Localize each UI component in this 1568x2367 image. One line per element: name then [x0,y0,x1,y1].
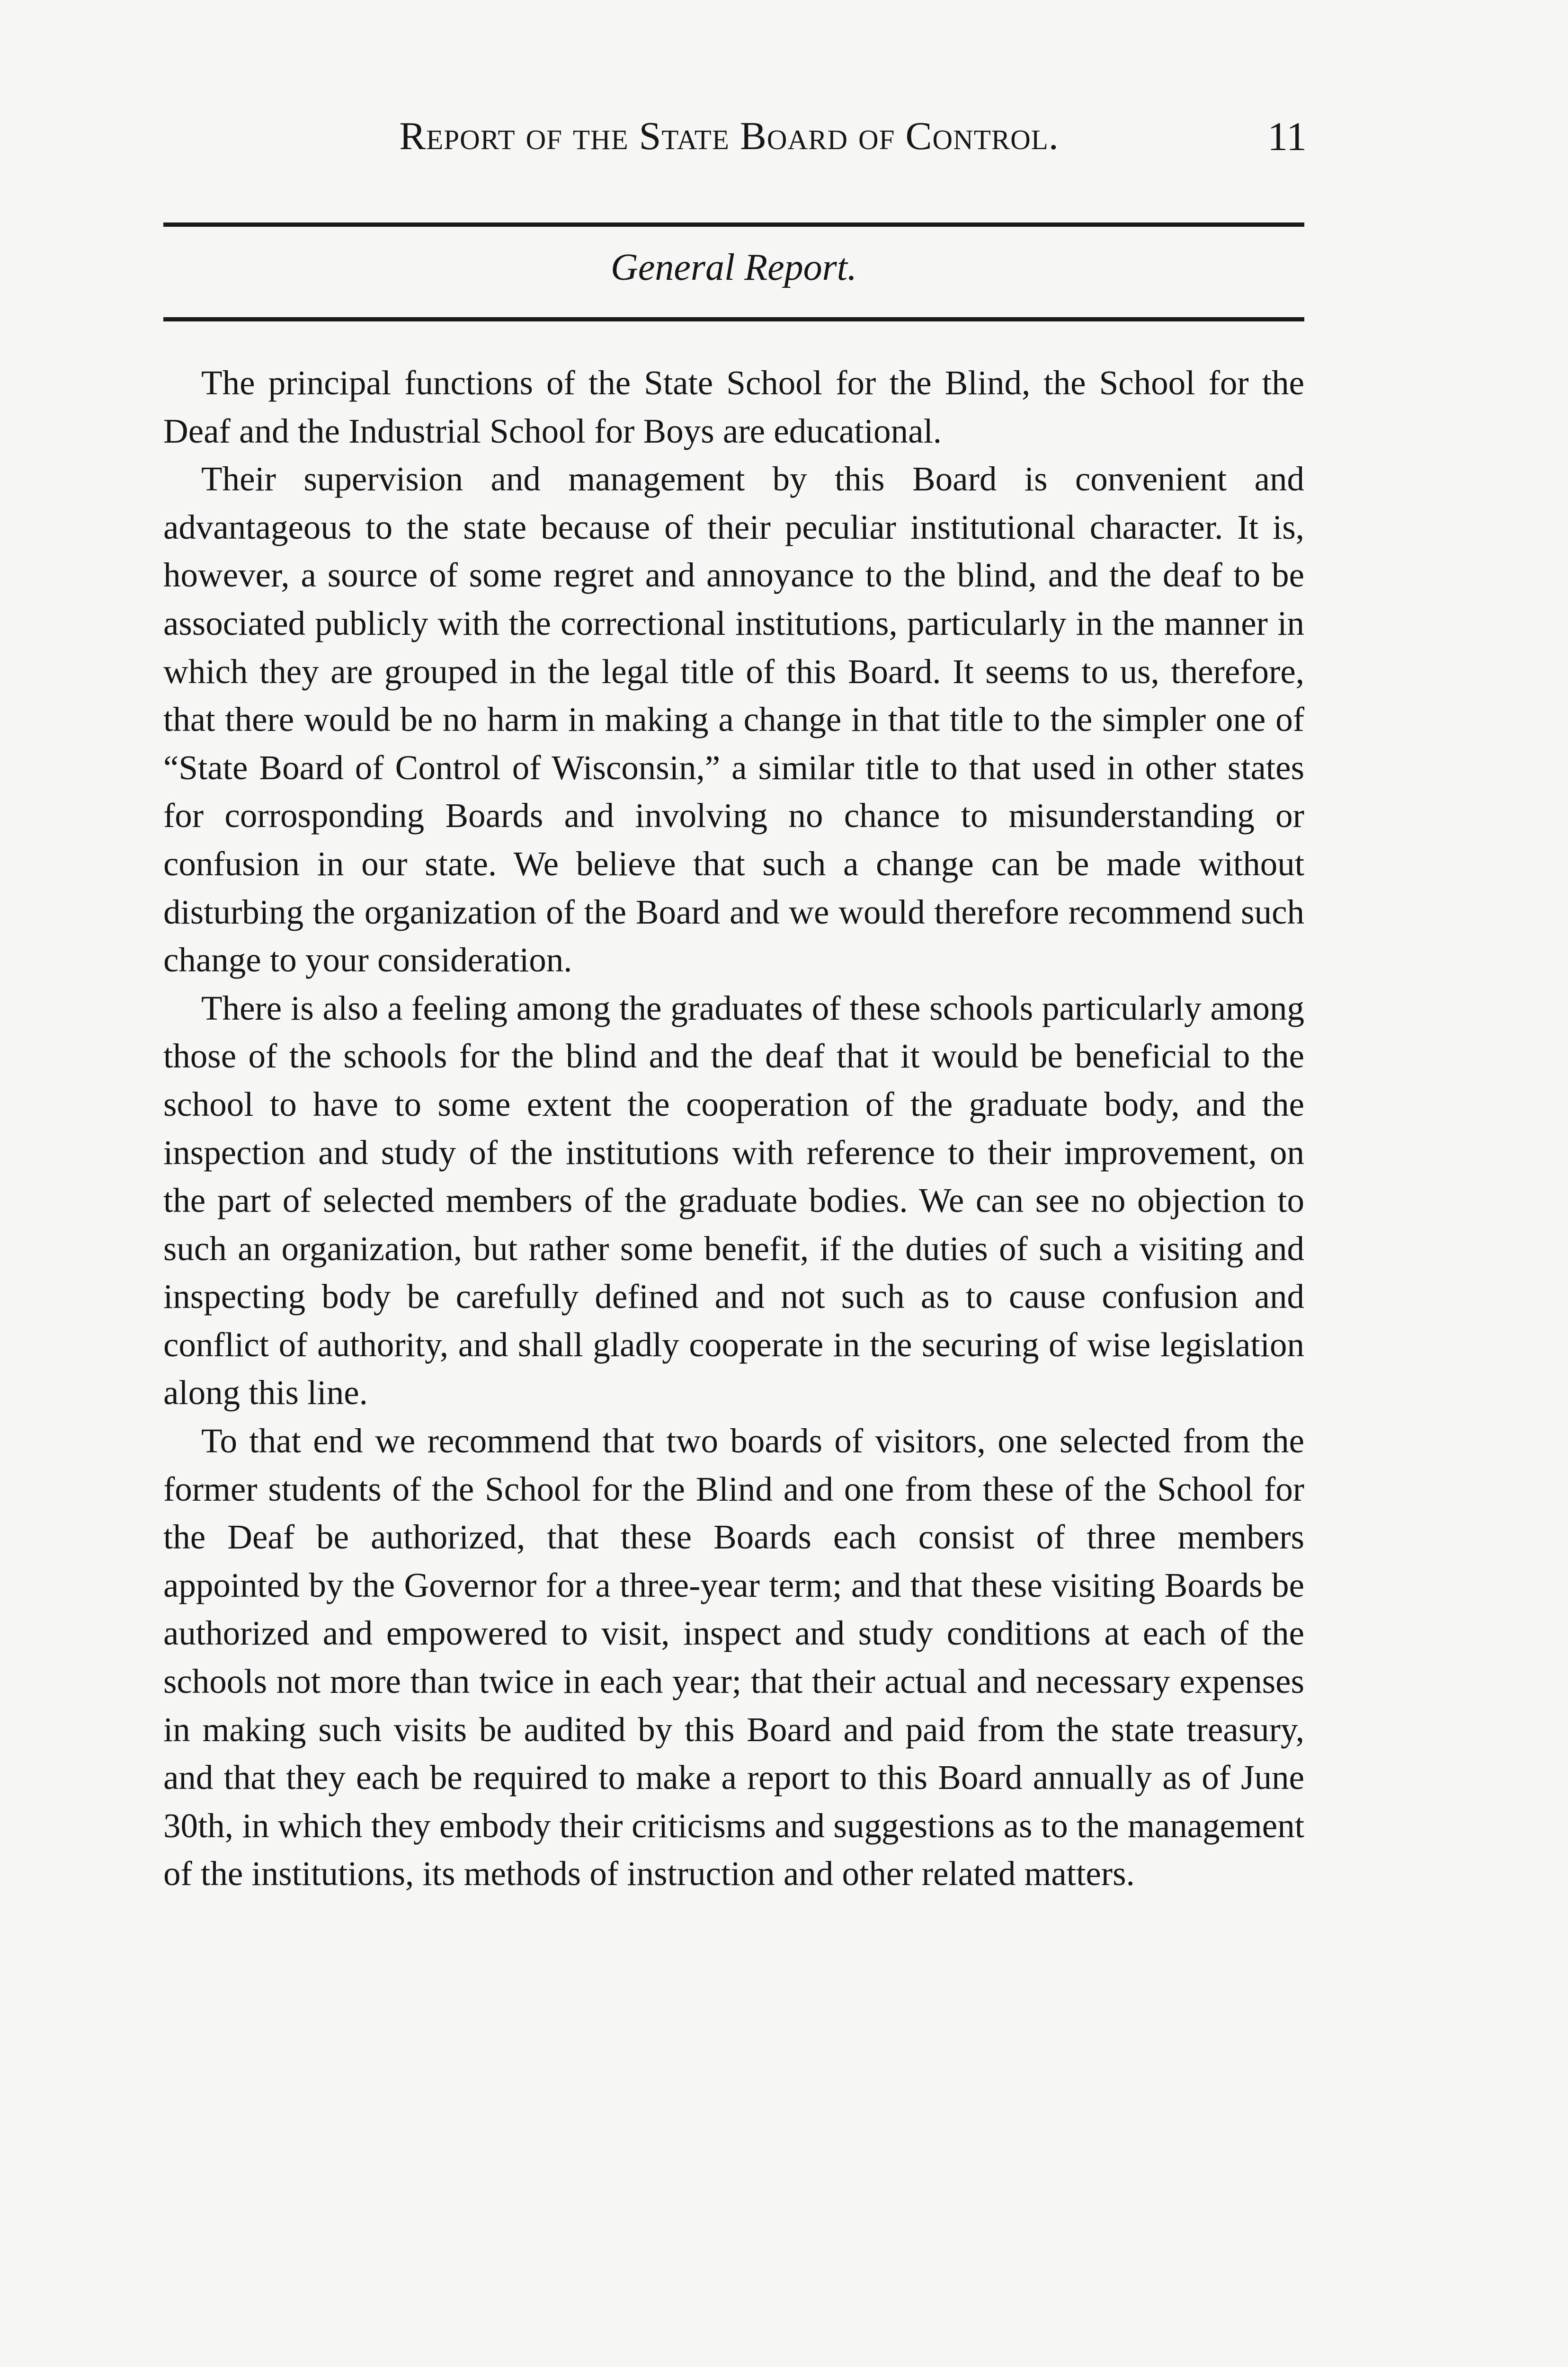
running-head-title: Report of the State Board of Control. [399,114,1059,158]
paragraph-1: The principal functions of the State School for the Blind, the School for the Deaf and the Industrial School for Boys are educational. [163,364,1304,450]
section-title: General Report. [611,247,857,288]
paragraph-4: To that end we recommend that two boards of visitors, one selected from the former students of the School for the Blind and one from these of the School for the Deaf be authorized, that these Boards each consist of three members appointed by the Governor for a three-year term; and that these visiting Boards be authorized and empowered to visit, inspect and study conditions at each of the schools not more than twice in each year; that their actual and necessary expenses in making such visits be audited by this Board and paid from the state treasury, and that they each be required to make a report to this Board annually as of June 30th, in which they embody their criticisms and suggestions as to the management of the institutions, its methods of instruction and other related matters. [163,1422,1304,1893]
top-rule [163,222,1304,227]
bottom-rule [163,317,1304,321]
paragraph-3: There is also a feeling among the graduates of these schools particularly among those of the schools for the blind and the deaf that it would be beneficial to the school to have to some extent the cooperation of the graduate body, and the inspection and study of the institutions with reference to their improvement, on the part of selected members of the graduate bodies. We can see no objection to such an organization, but rather some benefit, if the duties of such a visiting and inspecting body be carefully defined and not such as to cause confusion and conflict of authority, and shall gladly cooperate in the securing of wise legislation along this line. [163,988,1304,1412]
page-number: 11 [1267,114,1307,159]
paragraph-2: Their supervision and management by this Board is convenient and advantageous to the state because of their peculiar institutional character. It is, however, a source of some regret and annoyance to the blind, and the deaf to be associated publicly with the correctional institutions, particularly in the manner in which they are grouped in the legal title of this Board. It seems to us, therefore, that there would be no harm in making a change in that title to the simpler one of “State Board of Control of Wisconsin,” a similar title to that used in other states for corrosponding Boards and involving no chance to misunderstanding or confusion in our state. We believe that such a change can be made without disturbing the organization of the Board and we would therefore recommend such change to your consideration. [163,460,1304,979]
body-text [163,359,1304,1898]
